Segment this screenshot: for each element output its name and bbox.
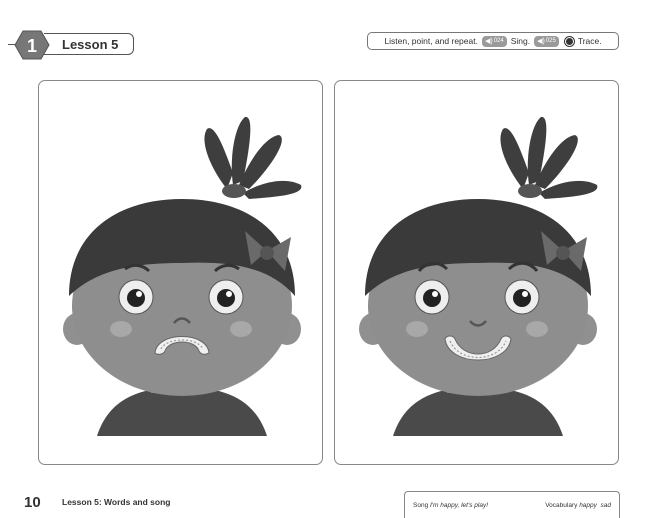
lesson-title: Lesson 5 <box>62 36 119 52</box>
happy-girl-panel[interactable] <box>334 80 619 465</box>
footer-vocabulary <box>545 502 611 509</box>
lesson-title-label <box>44 33 134 55</box>
instructions-bar <box>367 32 619 50</box>
instruction-sing: Sing. <box>510 36 531 46</box>
right-eye <box>209 280 243 314</box>
right-cheek <box>526 321 548 337</box>
song-label: Song <box>413 501 429 509</box>
audio-track-number-1: 024 <box>493 38 504 44</box>
right-eye <box>505 280 539 314</box>
footer-song <box>413 502 488 509</box>
hair-tie <box>518 184 542 198</box>
disc-icon <box>565 37 574 46</box>
vocabulary-words: happy sad <box>579 501 611 509</box>
unit-number: 1 <box>26 36 38 56</box>
unit-badge <box>14 30 50 60</box>
left-eye <box>119 280 153 314</box>
audio-track-number-2: 025 <box>545 38 556 44</box>
left-cheek <box>110 321 132 337</box>
instruction-trace: Trace. <box>577 36 602 46</box>
sad-girl-illustration <box>39 81 323 465</box>
vocabulary-label: Vocabulary <box>545 501 578 509</box>
speaker-icon: ◀) <box>484 38 493 45</box>
audio-track-button-2[interactable] <box>534 36 559 47</box>
footer-info-box <box>404 491 620 518</box>
left-cheek <box>406 321 428 337</box>
hair-tie <box>222 184 246 198</box>
page-number: 10 <box>24 494 41 511</box>
ponytail <box>204 117 301 199</box>
footer-lesson-title: Lesson 5: Words and song <box>62 497 171 507</box>
instruction-listen: Listen, point, and repeat. <box>384 36 478 46</box>
song-title: I'm happy, let's play! <box>430 501 488 509</box>
right-cheek <box>230 321 252 337</box>
left-eye <box>415 280 449 314</box>
sad-girl-panel[interactable] <box>38 80 323 465</box>
happy-girl-illustration <box>335 81 619 465</box>
ponytail <box>500 117 597 199</box>
audio-track-button-1[interactable] <box>482 36 507 47</box>
speaker-icon: ◀) <box>537 38 545 45</box>
